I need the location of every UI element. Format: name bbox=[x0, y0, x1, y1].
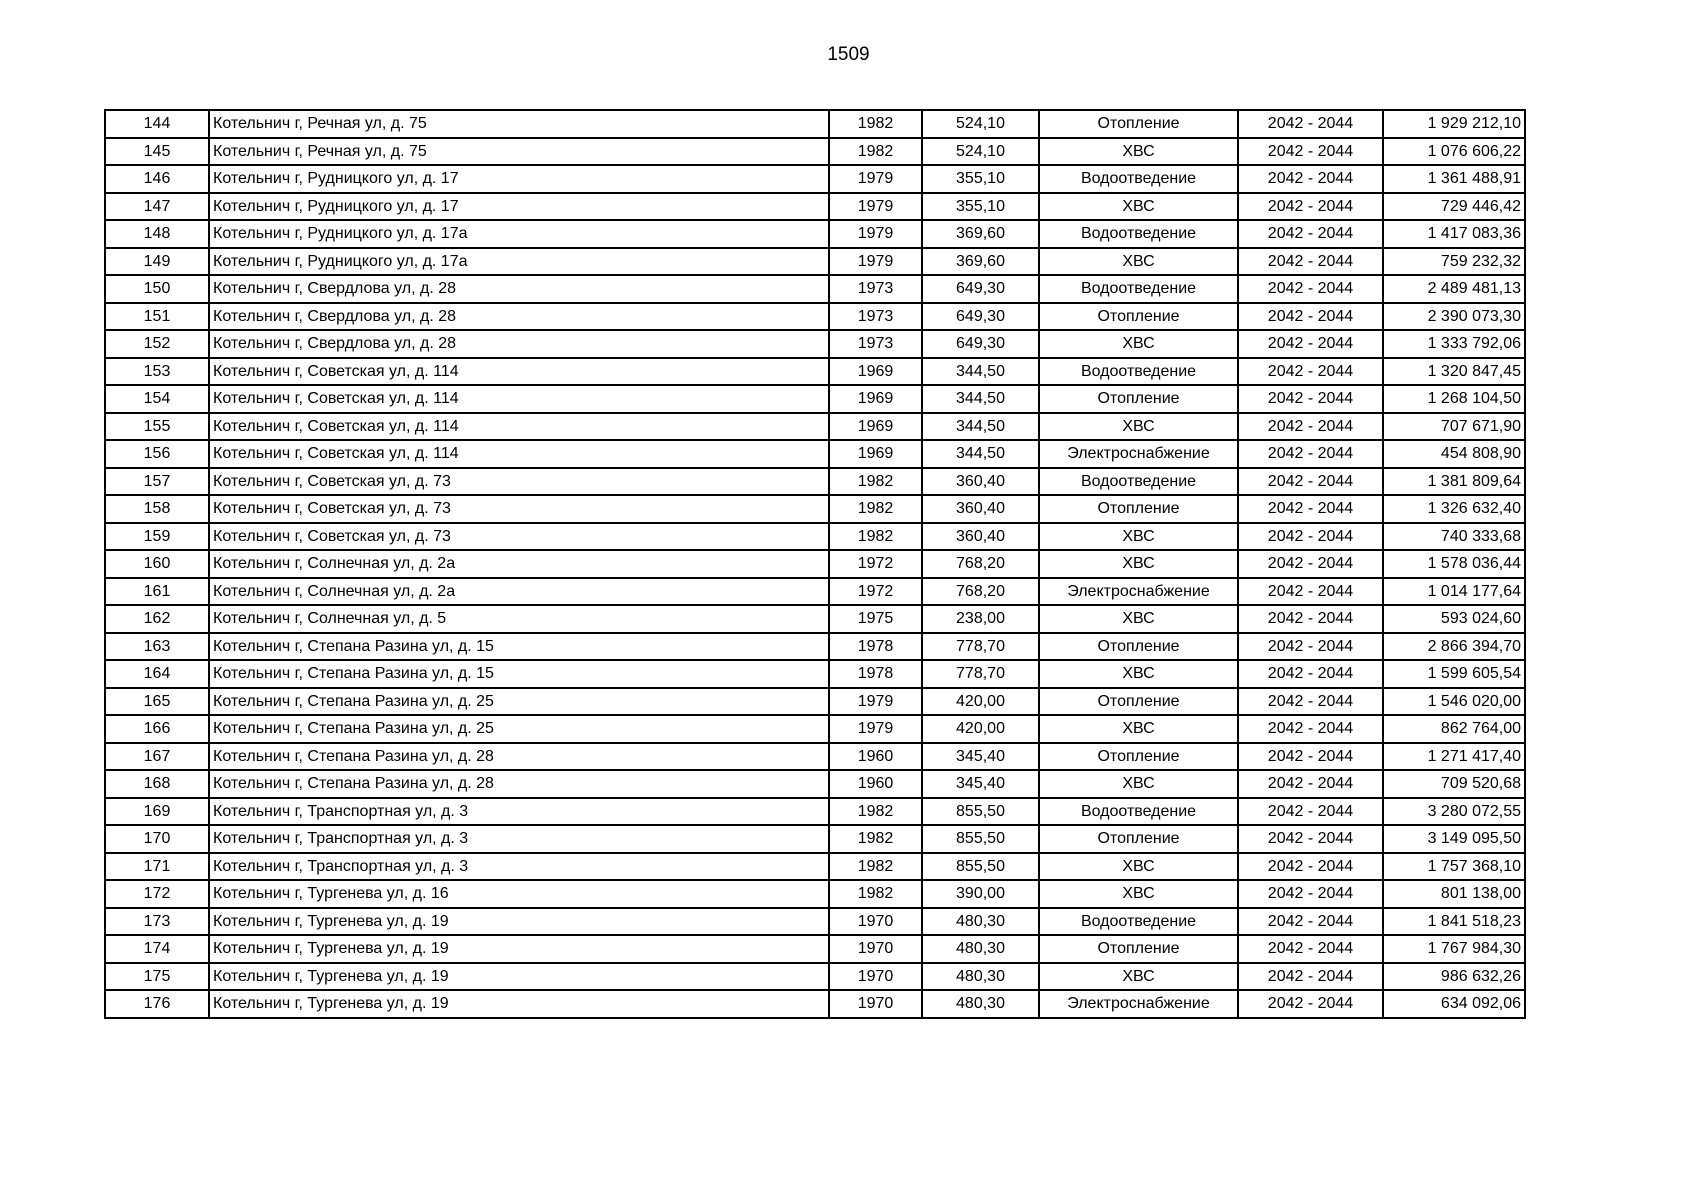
area-cell: 238,00 bbox=[922, 605, 1039, 633]
cost-cell: 1 767 984,30 bbox=[1383, 935, 1525, 963]
area-cell: 420,00 bbox=[922, 688, 1039, 716]
table-row bbox=[105, 963, 1525, 991]
area-cell: 778,70 bbox=[922, 660, 1039, 688]
work-type-cell: Отопление bbox=[1039, 495, 1238, 523]
period-cell: 2042 - 2044 bbox=[1238, 935, 1383, 963]
table-row bbox=[105, 248, 1525, 276]
row-number: 170 bbox=[105, 825, 209, 853]
address-cell: Котельнич г, Степана Разина ул, д. 15 bbox=[209, 633, 829, 661]
row-number: 172 bbox=[105, 880, 209, 908]
period-cell: 2042 - 2044 bbox=[1238, 963, 1383, 991]
address-cell: Котельнич г, Тургенева ул, д. 19 bbox=[209, 908, 829, 936]
row-number: 169 bbox=[105, 798, 209, 826]
cost-cell: 1 333 792,06 bbox=[1383, 330, 1525, 358]
table-row bbox=[105, 495, 1525, 523]
year-cell: 1979 bbox=[829, 165, 922, 193]
area-cell: 390,00 bbox=[922, 880, 1039, 908]
year-cell: 1972 bbox=[829, 578, 922, 606]
address-cell: Котельнич г, Тургенева ул, д. 19 bbox=[209, 963, 829, 991]
area-cell: 355,10 bbox=[922, 165, 1039, 193]
cost-cell: 740 333,68 bbox=[1383, 523, 1525, 551]
area-cell: 480,30 bbox=[922, 990, 1039, 1018]
year-cell: 1982 bbox=[829, 468, 922, 496]
table-row bbox=[105, 743, 1525, 771]
table-row bbox=[105, 193, 1525, 221]
period-cell: 2042 - 2044 bbox=[1238, 193, 1383, 221]
area-cell: 360,40 bbox=[922, 495, 1039, 523]
period-cell: 2042 - 2044 bbox=[1238, 138, 1383, 166]
period-cell: 2042 - 2044 bbox=[1238, 550, 1383, 578]
address-cell: Котельнич г, Солнечная ул, д. 5 bbox=[209, 605, 829, 633]
address-cell: Котельнич г, Речная ул, д. 75 bbox=[209, 110, 829, 138]
address-cell: Котельнич г, Степана Разина ул, д. 15 bbox=[209, 660, 829, 688]
row-number: 167 bbox=[105, 743, 209, 771]
work-type-cell: Отопление bbox=[1039, 688, 1238, 716]
period-cell: 2042 - 2044 bbox=[1238, 523, 1383, 551]
table-row bbox=[105, 715, 1525, 743]
page-number: 1509 bbox=[827, 44, 870, 65]
year-cell: 1960 bbox=[829, 770, 922, 798]
row-number: 149 bbox=[105, 248, 209, 276]
period-cell: 2042 - 2044 bbox=[1238, 605, 1383, 633]
period-cell: 2042 - 2044 bbox=[1238, 743, 1383, 771]
table-row bbox=[105, 165, 1525, 193]
cost-cell: 1 268 104,50 bbox=[1383, 385, 1525, 413]
period-cell: 2042 - 2044 bbox=[1238, 908, 1383, 936]
period-cell: 2042 - 2044 bbox=[1238, 275, 1383, 303]
year-cell: 1982 bbox=[829, 110, 922, 138]
cost-cell: 1 417 083,36 bbox=[1383, 220, 1525, 248]
cost-cell: 801 138,00 bbox=[1383, 880, 1525, 908]
area-cell: 344,50 bbox=[922, 413, 1039, 441]
period-cell: 2042 - 2044 bbox=[1238, 853, 1383, 881]
area-cell: 345,40 bbox=[922, 743, 1039, 771]
address-cell: Котельнич г, Советская ул, д. 73 bbox=[209, 495, 829, 523]
work-type-cell: ХВС bbox=[1039, 605, 1238, 633]
address-cell: Котельнич г, Советская ул, д. 73 bbox=[209, 468, 829, 496]
cost-cell: 729 446,42 bbox=[1383, 193, 1525, 221]
year-cell: 1982 bbox=[829, 825, 922, 853]
cost-cell: 1 599 605,54 bbox=[1383, 660, 1525, 688]
work-type-cell: ХВС bbox=[1039, 770, 1238, 798]
address-cell: Котельнич г, Свердлова ул, д. 28 bbox=[209, 303, 829, 331]
address-cell: Котельнич г, Советская ул, д. 114 bbox=[209, 440, 829, 468]
work-type-cell: ХВС bbox=[1039, 523, 1238, 551]
table-row bbox=[105, 660, 1525, 688]
row-number: 176 bbox=[105, 990, 209, 1018]
cost-cell: 2 489 481,13 bbox=[1383, 275, 1525, 303]
table-row bbox=[105, 578, 1525, 606]
area-cell: 369,60 bbox=[922, 248, 1039, 276]
period-cell: 2042 - 2044 bbox=[1238, 468, 1383, 496]
work-type-cell: Водоотведение bbox=[1039, 468, 1238, 496]
area-cell: 360,40 bbox=[922, 523, 1039, 551]
work-type-cell: ХВС bbox=[1039, 853, 1238, 881]
address-cell: Котельнич г, Степана Разина ул, д. 25 bbox=[209, 715, 829, 743]
work-type-cell: ХВС bbox=[1039, 715, 1238, 743]
year-cell: 1982 bbox=[829, 853, 922, 881]
table-row bbox=[105, 440, 1525, 468]
work-type-cell: Отопление bbox=[1039, 385, 1238, 413]
address-cell: Котельнич г, Советская ул, д. 114 bbox=[209, 385, 829, 413]
area-cell: 524,10 bbox=[922, 138, 1039, 166]
cost-cell: 1 271 417,40 bbox=[1383, 743, 1525, 771]
table-row bbox=[105, 303, 1525, 331]
address-cell: Котельнич г, Свердлова ул, д. 28 bbox=[209, 330, 829, 358]
row-number: 162 bbox=[105, 605, 209, 633]
row-number: 147 bbox=[105, 193, 209, 221]
address-cell: Котельнич г, Степана Разина ул, д. 28 bbox=[209, 770, 829, 798]
table-row bbox=[105, 468, 1525, 496]
row-number: 151 bbox=[105, 303, 209, 331]
address-cell: Котельнич г, Рудницкого ул, д. 17 bbox=[209, 165, 829, 193]
work-type-cell: Отопление bbox=[1039, 825, 1238, 853]
work-type-cell: ХВС bbox=[1039, 963, 1238, 991]
work-type-cell: ХВС bbox=[1039, 550, 1238, 578]
period-cell: 2042 - 2044 bbox=[1238, 165, 1383, 193]
address-cell: Котельнич г, Солнечная ул, д. 2а bbox=[209, 550, 829, 578]
year-cell: 1973 bbox=[829, 275, 922, 303]
period-cell: 2042 - 2044 bbox=[1238, 633, 1383, 661]
row-number: 152 bbox=[105, 330, 209, 358]
area-cell: 480,30 bbox=[922, 935, 1039, 963]
address-cell: Котельнич г, Степана Разина ул, д. 28 bbox=[209, 743, 829, 771]
cost-cell: 2 866 394,70 bbox=[1383, 633, 1525, 661]
row-number: 148 bbox=[105, 220, 209, 248]
area-cell: 649,30 bbox=[922, 275, 1039, 303]
row-number: 159 bbox=[105, 523, 209, 551]
table-row bbox=[105, 935, 1525, 963]
address-cell: Котельнич г, Советская ул, д. 73 bbox=[209, 523, 829, 551]
row-number: 166 bbox=[105, 715, 209, 743]
work-type-cell: ХВС bbox=[1039, 413, 1238, 441]
year-cell: 1970 bbox=[829, 935, 922, 963]
cost-cell: 1 757 368,10 bbox=[1383, 853, 1525, 881]
cost-cell: 1 076 606,22 bbox=[1383, 138, 1525, 166]
cost-cell: 1 326 632,40 bbox=[1383, 495, 1525, 523]
period-cell: 2042 - 2044 bbox=[1238, 330, 1383, 358]
period-cell: 2042 - 2044 bbox=[1238, 358, 1383, 386]
year-cell: 1982 bbox=[829, 523, 922, 551]
year-cell: 1979 bbox=[829, 715, 922, 743]
area-cell: 768,20 bbox=[922, 550, 1039, 578]
work-type-cell: Водоотведение bbox=[1039, 275, 1238, 303]
address-cell: Котельнич г, Тургенева ул, д. 19 bbox=[209, 990, 829, 1018]
cost-cell: 1 320 847,45 bbox=[1383, 358, 1525, 386]
row-number: 150 bbox=[105, 275, 209, 303]
row-number: 173 bbox=[105, 908, 209, 936]
work-type-cell: Отопление bbox=[1039, 743, 1238, 771]
cost-cell: 454 808,90 bbox=[1383, 440, 1525, 468]
table-row bbox=[105, 385, 1525, 413]
table-row bbox=[105, 358, 1525, 386]
area-cell: 344,50 bbox=[922, 358, 1039, 386]
row-number: 145 bbox=[105, 138, 209, 166]
year-cell: 1978 bbox=[829, 660, 922, 688]
period-cell: 2042 - 2044 bbox=[1238, 248, 1383, 276]
area-cell: 360,40 bbox=[922, 468, 1039, 496]
work-type-cell: ХВС bbox=[1039, 193, 1238, 221]
table-row bbox=[105, 330, 1525, 358]
table-row bbox=[105, 110, 1525, 138]
period-cell: 2042 - 2044 bbox=[1238, 440, 1383, 468]
row-number: 158 bbox=[105, 495, 209, 523]
area-cell: 480,30 bbox=[922, 963, 1039, 991]
cost-cell: 2 390 073,30 bbox=[1383, 303, 1525, 331]
year-cell: 1982 bbox=[829, 880, 922, 908]
year-cell: 1979 bbox=[829, 220, 922, 248]
address-cell: Котельнич г, Рудницкого ул, д. 17а bbox=[209, 248, 829, 276]
row-number: 161 bbox=[105, 578, 209, 606]
area-cell: 768,20 bbox=[922, 578, 1039, 606]
period-cell: 2042 - 2044 bbox=[1238, 110, 1383, 138]
year-cell: 1969 bbox=[829, 385, 922, 413]
work-type-cell: Электроснабжение bbox=[1039, 990, 1238, 1018]
year-cell: 1970 bbox=[829, 963, 922, 991]
row-number: 174 bbox=[105, 935, 209, 963]
table-row bbox=[105, 523, 1525, 551]
year-cell: 1970 bbox=[829, 908, 922, 936]
row-number: 156 bbox=[105, 440, 209, 468]
address-cell: Котельнич г, Транспортная ул, д. 3 bbox=[209, 853, 829, 881]
cost-cell: 1 381 809,64 bbox=[1383, 468, 1525, 496]
cost-cell: 1 929 212,10 bbox=[1383, 110, 1525, 138]
work-type-cell: ХВС bbox=[1039, 660, 1238, 688]
row-number: 144 bbox=[105, 110, 209, 138]
cost-cell: 862 764,00 bbox=[1383, 715, 1525, 743]
area-cell: 855,50 bbox=[922, 798, 1039, 826]
year-cell: 1973 bbox=[829, 330, 922, 358]
work-type-cell: Электроснабжение bbox=[1039, 578, 1238, 606]
period-cell: 2042 - 2044 bbox=[1238, 660, 1383, 688]
year-cell: 1973 bbox=[829, 303, 922, 331]
year-cell: 1982 bbox=[829, 495, 922, 523]
row-number: 175 bbox=[105, 963, 209, 991]
area-cell: 344,50 bbox=[922, 385, 1039, 413]
work-type-cell: ХВС bbox=[1039, 880, 1238, 908]
area-cell: 855,50 bbox=[922, 825, 1039, 853]
cost-cell: 709 520,68 bbox=[1383, 770, 1525, 798]
address-cell: Котельнич г, Солнечная ул, д. 2а bbox=[209, 578, 829, 606]
cost-cell: 1 578 036,44 bbox=[1383, 550, 1525, 578]
cost-cell: 1 546 020,00 bbox=[1383, 688, 1525, 716]
row-number: 154 bbox=[105, 385, 209, 413]
work-type-cell: Электроснабжение bbox=[1039, 440, 1238, 468]
year-cell: 1982 bbox=[829, 798, 922, 826]
work-type-cell: Водоотведение bbox=[1039, 358, 1238, 386]
row-number: 163 bbox=[105, 633, 209, 661]
address-cell: Котельнич г, Степана Разина ул, д. 25 bbox=[209, 688, 829, 716]
area-cell: 778,70 bbox=[922, 633, 1039, 661]
address-cell: Котельнич г, Рудницкого ул, д. 17 bbox=[209, 193, 829, 221]
address-cell: Котельнич г, Транспортная ул, д. 3 bbox=[209, 825, 829, 853]
year-cell: 1979 bbox=[829, 248, 922, 276]
row-number: 160 bbox=[105, 550, 209, 578]
table-row bbox=[105, 605, 1525, 633]
period-cell: 2042 - 2044 bbox=[1238, 385, 1383, 413]
table-body bbox=[105, 110, 1525, 1018]
repair-schedule-table bbox=[104, 109, 1526, 1019]
area-cell: 420,00 bbox=[922, 715, 1039, 743]
area-cell: 649,30 bbox=[922, 303, 1039, 331]
table-row bbox=[105, 413, 1525, 441]
work-type-cell: Отопление bbox=[1039, 110, 1238, 138]
year-cell: 1969 bbox=[829, 413, 922, 441]
cost-cell: 707 671,90 bbox=[1383, 413, 1525, 441]
address-cell: Котельнич г, Тургенева ул, д. 16 bbox=[209, 880, 829, 908]
row-number: 164 bbox=[105, 660, 209, 688]
table-row bbox=[105, 798, 1525, 826]
work-type-cell: Отопление bbox=[1039, 303, 1238, 331]
row-number: 171 bbox=[105, 853, 209, 881]
cost-cell: 1 841 518,23 bbox=[1383, 908, 1525, 936]
area-cell: 480,30 bbox=[922, 908, 1039, 936]
table-row bbox=[105, 220, 1525, 248]
work-type-cell: ХВС bbox=[1039, 138, 1238, 166]
row-number: 153 bbox=[105, 358, 209, 386]
table-row bbox=[105, 908, 1525, 936]
period-cell: 2042 - 2044 bbox=[1238, 715, 1383, 743]
year-cell: 1979 bbox=[829, 193, 922, 221]
address-cell: Котельнич г, Речная ул, д. 75 bbox=[209, 138, 829, 166]
year-cell: 1960 bbox=[829, 743, 922, 771]
period-cell: 2042 - 2044 bbox=[1238, 495, 1383, 523]
cost-cell: 759 232,32 bbox=[1383, 248, 1525, 276]
table-row bbox=[105, 825, 1525, 853]
year-cell: 1979 bbox=[829, 688, 922, 716]
period-cell: 2042 - 2044 bbox=[1238, 688, 1383, 716]
address-cell: Котельнич г, Рудницкого ул, д. 17а bbox=[209, 220, 829, 248]
address-cell: Котельнич г, Советская ул, д. 114 bbox=[209, 413, 829, 441]
cost-cell: 1 014 177,64 bbox=[1383, 578, 1525, 606]
year-cell: 1978 bbox=[829, 633, 922, 661]
work-type-cell: Отопление bbox=[1039, 633, 1238, 661]
row-number: 146 bbox=[105, 165, 209, 193]
work-type-cell: Водоотведение bbox=[1039, 798, 1238, 826]
work-type-cell: Отопление bbox=[1039, 935, 1238, 963]
table-row bbox=[105, 990, 1525, 1018]
table-row bbox=[105, 880, 1525, 908]
work-type-cell: Водоотведение bbox=[1039, 165, 1238, 193]
table-row bbox=[105, 550, 1525, 578]
period-cell: 2042 - 2044 bbox=[1238, 990, 1383, 1018]
table-row bbox=[105, 853, 1525, 881]
row-number: 168 bbox=[105, 770, 209, 798]
area-cell: 524,10 bbox=[922, 110, 1039, 138]
address-cell: Котельнич г, Свердлова ул, д. 28 bbox=[209, 275, 829, 303]
period-cell: 2042 - 2044 bbox=[1238, 303, 1383, 331]
cost-cell: 3 149 095,50 bbox=[1383, 825, 1525, 853]
row-number: 157 bbox=[105, 468, 209, 496]
period-cell: 2042 - 2044 bbox=[1238, 770, 1383, 798]
area-cell: 344,50 bbox=[922, 440, 1039, 468]
period-cell: 2042 - 2044 bbox=[1238, 798, 1383, 826]
table-row bbox=[105, 138, 1525, 166]
table-row bbox=[105, 275, 1525, 303]
row-number: 165 bbox=[105, 688, 209, 716]
year-cell: 1969 bbox=[829, 440, 922, 468]
area-cell: 855,50 bbox=[922, 853, 1039, 881]
cost-cell: 1 361 488,91 bbox=[1383, 165, 1525, 193]
year-cell: 1975 bbox=[829, 605, 922, 633]
period-cell: 2042 - 2044 bbox=[1238, 220, 1383, 248]
table-row bbox=[105, 633, 1525, 661]
area-cell: 345,40 bbox=[922, 770, 1039, 798]
cost-cell: 986 632,26 bbox=[1383, 963, 1525, 991]
work-type-cell: ХВС bbox=[1039, 248, 1238, 276]
address-cell: Котельнич г, Транспортная ул, д. 3 bbox=[209, 798, 829, 826]
period-cell: 2042 - 2044 bbox=[1238, 825, 1383, 853]
table-row bbox=[105, 770, 1525, 798]
cost-cell: 634 092,06 bbox=[1383, 990, 1525, 1018]
period-cell: 2042 - 2044 bbox=[1238, 880, 1383, 908]
area-cell: 355,10 bbox=[922, 193, 1039, 221]
work-type-cell: Водоотведение bbox=[1039, 908, 1238, 936]
cost-cell: 3 280 072,55 bbox=[1383, 798, 1525, 826]
year-cell: 1969 bbox=[829, 358, 922, 386]
table-row bbox=[105, 688, 1525, 716]
address-cell: Котельнич г, Тургенева ул, д. 19 bbox=[209, 935, 829, 963]
period-cell: 2042 - 2044 bbox=[1238, 578, 1383, 606]
area-cell: 649,30 bbox=[922, 330, 1039, 358]
cost-cell: 593 024,60 bbox=[1383, 605, 1525, 633]
period-cell: 2042 - 2044 bbox=[1238, 413, 1383, 441]
year-cell: 1970 bbox=[829, 990, 922, 1018]
year-cell: 1982 bbox=[829, 138, 922, 166]
area-cell: 369,60 bbox=[922, 220, 1039, 248]
work-type-cell: ХВС bbox=[1039, 330, 1238, 358]
row-number: 155 bbox=[105, 413, 209, 441]
year-cell: 1972 bbox=[829, 550, 922, 578]
work-type-cell: Водоотведение bbox=[1039, 220, 1238, 248]
address-cell: Котельнич г, Советская ул, д. 114 bbox=[209, 358, 829, 386]
